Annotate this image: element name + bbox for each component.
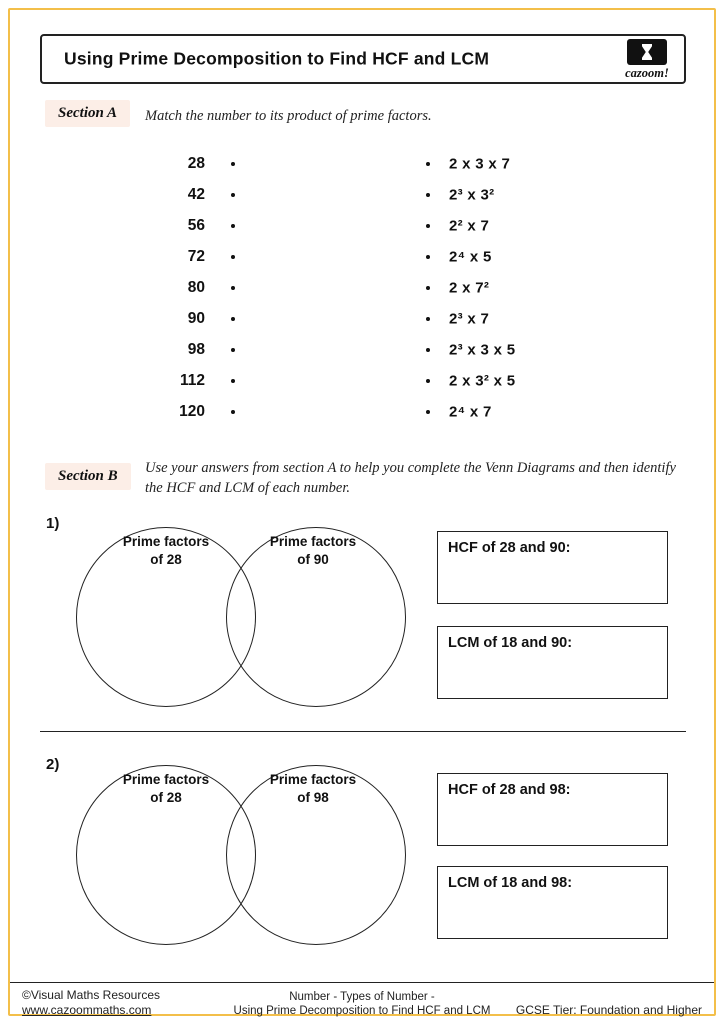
hcf-label: HCF of 28 and 98: bbox=[448, 782, 571, 798]
brand-logo bbox=[618, 39, 676, 81]
match-dot-left bbox=[231, 193, 235, 197]
match-number: 112 bbox=[179, 371, 205, 389]
match-dot-right bbox=[426, 317, 430, 321]
venn-right-label bbox=[248, 533, 378, 568]
match-row bbox=[0, 241, 724, 272]
copyright-text: ©Visual Maths Resources bbox=[22, 988, 161, 1002]
match-dot-left bbox=[231, 255, 235, 259]
match-number: 80 bbox=[187, 278, 205, 296]
lcm-answer-box bbox=[437, 866, 668, 939]
footer-divider bbox=[10, 982, 714, 983]
gcse-tier-label: GCSE Tier: Foundation and Higher bbox=[515, 1003, 702, 1017]
problem-number: 1) bbox=[46, 515, 60, 532]
venn-left-label bbox=[101, 771, 231, 806]
match-product: 2³ x 7 bbox=[449, 310, 490, 327]
brand-name: cazoom! bbox=[625, 66, 669, 80]
match-row bbox=[0, 303, 724, 334]
match-dot-left bbox=[231, 286, 235, 290]
website-link[interactable]: www.cazoommaths.com bbox=[22, 1003, 152, 1017]
venn-left-label bbox=[101, 533, 231, 568]
hourglass-icon bbox=[627, 39, 667, 65]
match-dot-left bbox=[231, 162, 235, 166]
match-dot-right bbox=[426, 286, 430, 290]
match-dot-left bbox=[231, 224, 235, 228]
match-product: 2 x 3 x 7 bbox=[449, 155, 511, 172]
match-row bbox=[0, 365, 724, 396]
match-dot-right bbox=[426, 255, 430, 259]
match-product: 2 x 3² x 5 bbox=[449, 372, 516, 389]
match-dot-right bbox=[426, 193, 430, 197]
match-number: 120 bbox=[179, 402, 205, 420]
section-b-instruction: Use your answers from section A to help you complete the Venn Diagrams and then identify the HCF and LCM of each number. bbox=[145, 460, 676, 497]
hcf-label: HCF of 28 and 90: bbox=[448, 540, 571, 556]
match-product: 2⁴ x 5 bbox=[449, 248, 492, 265]
topic-line-2: Using Prime Decomposition to Find HCF and LCM bbox=[233, 1005, 491, 1017]
header bbox=[40, 34, 686, 84]
match-dot-right bbox=[426, 224, 430, 228]
match-number: 98 bbox=[187, 340, 205, 358]
match-number: 28 bbox=[187, 154, 205, 172]
page-title: Using Prime Decomposition to Find HCF and LCM bbox=[64, 48, 490, 69]
venn-label-line: Prime factors bbox=[269, 534, 357, 549]
problem-number: 2) bbox=[46, 756, 60, 773]
match-dot-left bbox=[231, 410, 235, 414]
section-a-instruction: Match the number to its product of prime factors. bbox=[145, 108, 432, 124]
hcf-answer-box bbox=[437, 531, 668, 604]
match-product: 2 x 7² bbox=[449, 279, 490, 296]
match-number: 42 bbox=[187, 185, 205, 203]
match-dot-right bbox=[426, 162, 430, 166]
section-divider bbox=[40, 731, 686, 732]
footer-credits bbox=[22, 988, 160, 1018]
section-a-label: Section A bbox=[45, 100, 130, 127]
matching-exercise bbox=[0, 148, 724, 427]
match-dot-right bbox=[426, 410, 430, 414]
footer-topic bbox=[212, 990, 512, 1018]
match-row bbox=[0, 396, 724, 427]
match-number: 90 bbox=[187, 309, 205, 327]
venn-label-line: Prime factors bbox=[122, 534, 210, 549]
venn-label-line: of 28 bbox=[150, 789, 182, 805]
venn-label-line: Prime factors bbox=[269, 772, 357, 787]
match-row bbox=[0, 179, 724, 210]
venn-label-line: of 90 bbox=[297, 551, 329, 567]
match-product: 2³ x 3 x 5 bbox=[449, 341, 516, 358]
venn-label-line: of 98 bbox=[297, 789, 329, 805]
match-number: 72 bbox=[187, 247, 205, 265]
match-dot-right bbox=[426, 379, 430, 383]
match-product: 2⁴ x 7 bbox=[449, 403, 492, 420]
venn-right-label bbox=[248, 771, 378, 806]
match-dot-left bbox=[231, 317, 235, 321]
match-row bbox=[0, 148, 724, 179]
lcm-label: LCM of 18 and 90: bbox=[448, 635, 573, 651]
match-product: 2³ x 3² bbox=[449, 186, 495, 203]
topic-line-1: Number - Types of Number - bbox=[289, 991, 435, 1003]
venn-label-line: of 28 bbox=[150, 551, 182, 567]
match-row bbox=[0, 210, 724, 241]
match-dot-left bbox=[231, 379, 235, 383]
match-number: 56 bbox=[187, 216, 205, 234]
lcm-answer-box bbox=[437, 626, 668, 699]
match-row bbox=[0, 272, 724, 303]
section-b-label: Section B bbox=[45, 463, 131, 490]
venn-label-line: Prime factors bbox=[122, 772, 210, 787]
match-row bbox=[0, 334, 724, 365]
match-dot-left bbox=[231, 348, 235, 352]
match-product: 2² x 7 bbox=[449, 217, 490, 234]
lcm-label: LCM of 18 and 98: bbox=[448, 875, 573, 891]
match-dot-right bbox=[426, 348, 430, 352]
hcf-answer-box bbox=[437, 773, 668, 846]
